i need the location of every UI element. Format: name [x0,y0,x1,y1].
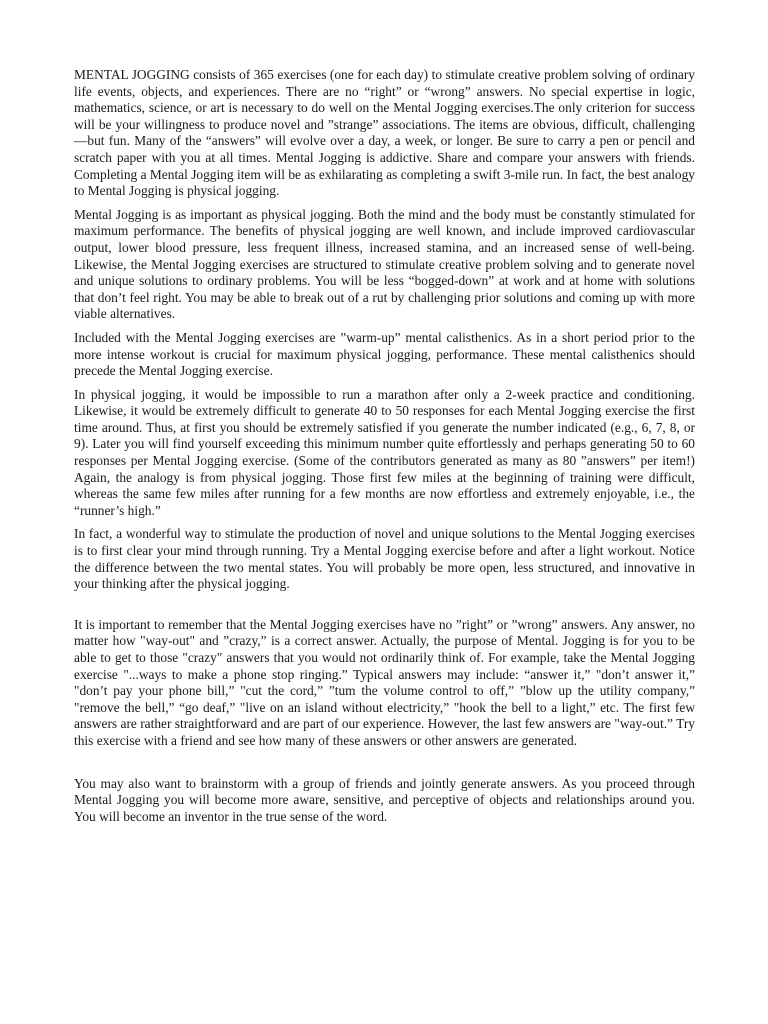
document-page [74,67,695,832]
paragraph-running: In fact, a wonderful way to stimulate the production of novel and unique solutions to the Mental Jogging exercises is to first clear your mind through running. Try a Mental Jogging exercise before and after a light workout. Notice the difference between the two mental states. You will probably be more open, less structured, and innovative in your thinking after the physical jogging. [74,526,695,592]
paragraph-brainstorm: You may also want to brainstorm with a group of friends and jointly generate answers. As you proceed through Mental Jogging you will become more aware, sensitive, and perceptive of objects and relationships around you. You will become an inventor in the true sense of the word. [74,775,695,824]
paragraph-no-wrong-answers: It is important to remember that the Mental Jogging exercises have no ”right” or ”wrong” answers. Any answer, no matter how "way-out" and ”crazy,” is a correct answer. Actually, the purpose of Mental. Jogging is for you to be able to get to those "crazy" answers that you would not ordinarily think of. For example, take the Mental Jogging exercise "...ways to make a phone stop ringing.” Typical answers may include: “answer it,” "don’t answer it,” "don’t pay your phone bill,” "cut the cord,” ”tum the volume control to off,” ”blow up the utility company,” "remove the bell,” “go deaf,” "live on an island without electricity,” "hook the bell to a light,” etc. The first few answers are rather straightforward and are part of our experience. However, the last few answers are "way-out.” Try this exercise with a friend and see how many of these answers or other answers are generated. [74,616,695,748]
paragraph-intro: MENTAL JOGGING consists of 365 exercises (one for each day) to stimulate creative problem solving of ordinary life events, objects, and experiences. There are no “right” or “wrong” answers. No special expertise in logic, mathematics, science, or art is necessary to do well on the Mental Jogging exercises.The only criterion for success will be your willingness to produce novel and ”strange” associations. The items are obvious, difficult, challenging—but fun. Many of the “answers” will evolve over a day, a week, or longer. Be sure to carry a pen or pencil and scratch paper with you at all times. Mental Jogging is addictive. Share and compare your answers with friends. Completing a Mental Jogging item will be as exhilarating as completing a swift 3-mile run. In fact, the best analogy to Mental Jogging is physical jogging. [74,67,695,199]
paragraph-conditioning: In physical jogging, it would be impossible to run a marathon after only a 2-week practice and conditioning. Likewise, it would be extremely difficult to generate 40 to 50 responses for each Mental Jogging exercise the first time around. Thus, at first you should be extremely satisfied if you generate the number indicated (e.g., 6, 7, 8, or 9). Later you will find yourself exceeding this minimum number quite effortlessly and perhaps generating 50 to 60 responses per Mental Jogging exercise. (Some of the contributors generated as many as 80 ”answers” per item!) Again, the analogy is from physical jogging. Those first few miles at the beginning of training were difficult, whereas the same few miles after running for a few months are now effortless and extremely enjoyable, i.e., the “runner’s high.” [74,386,695,518]
paragraph-warm-up: Included with the Mental Jogging exercises are ”warm-up” mental calisthenics. As in a short period prior to the more intense workout is crucial for maximum physical jogging, performance. These mental calisthenics should precede the Mental Jogging exercise. [74,329,695,379]
paragraph-importance: Mental Jogging is as important as physical jogging. Both the mind and the body must be constantly stimulated for maximum performance. The benefits of physical jogging are well known, and include improved cardiovascular output, lower blood pressure, less frequent illness, increased stamina, and an increased sense of well-being. Likewise, the Mental Jogging exercises are structured to stimulate creative problem solving and to generate novel and unique solutions to ordinary problems. You will be less “bogged-down” at work and at home with solutions that don’t feel right. You may be able to break out of a rut by challenging prior solutions and coming up with more viable alternatives. [74,206,695,322]
